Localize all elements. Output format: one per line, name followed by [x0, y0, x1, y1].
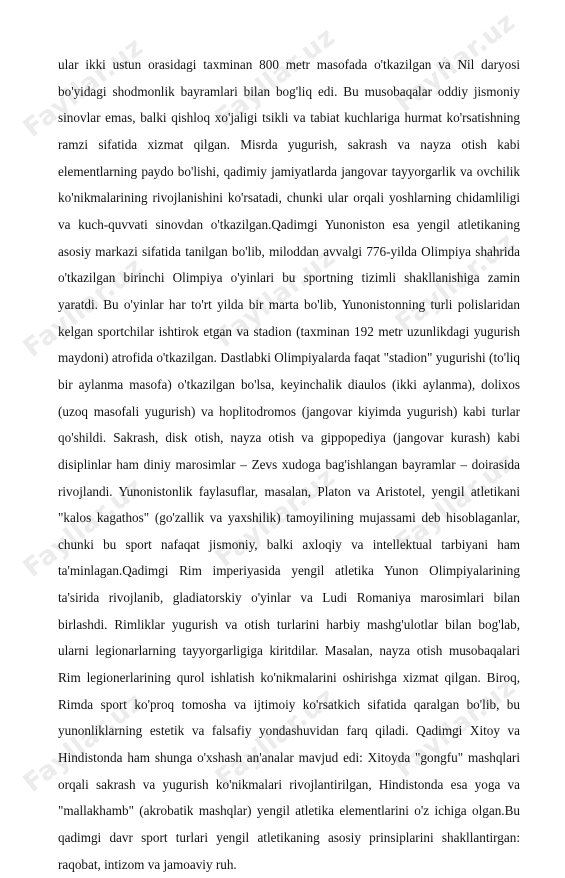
watermark: Fayllar.uz	[210, 461, 342, 574]
watermark: Fayllar.uz	[390, 446, 522, 559]
watermark: Fayllar.uz	[390, 671, 522, 784]
watermark: Fayllar.uz	[18, 471, 150, 584]
watermark: Fayllar.uz	[18, 251, 150, 364]
watermark: Fayllar.uz	[210, 681, 342, 794]
watermark: Fayllar.uz	[18, 31, 150, 144]
body-paragraph: ular ikki ustun orasidagi taxminan 800 metr masofada o'tkazilgan va Nil daryosi bo'yidagi shodmonlik bayramlari bilan bog'liq edi. Bu musobaqalar oddiy jismoniy sinovlar emas, balki qishloq xo'jaligi tsikli va tabiat kuchlariga hurmat ko'rsatishning ramzi sifatida xizmat qilgan. Misrda yugurish, sakrash va nayza otish kabi elementlarning paydo bo'lishi, qadimiy jamiyatlarda jangovar tayyorgarlik va ovchilik ko'nikmalarining rivojlanishini ko'rsatadi, chunki ular orqali yoshlarning chidamliligi va kuch-quvvati sinovdan o'tkazilgan.Qadimgi Yunoniston esa yengil atletikaning asosiy markazi sifatida tanilgan bo'lib, miloddan avvalgi 776-yilda Olimpiya shahrida o'tkazilgan birinchi Olimpiya o'yinlari bu sportning tizimli shakllanishiga zamin yaratdi. Bu o'yinlar har to'rt yilda bir marta bo'lib, Yunonistonning turli polislaridan kelgan sportchilar ishtirok etgan va stadion (taxminan 192 metr uzunlikdagi yugurish maydoni) atrofida o'tkazilgan. Dastlabki Olimpiyalarda faqat "stadion" yugurishi (to'liq bir aylanma masofa) o'tkazilgan bo'lsa, keyinchalik diaulos (ikki aylanma), dolixos (uzoq masofali yugurish) va hoplitodromos (jangovar kiyimda yugurish) kabi turlar qo'shildi. Sakrash, disk otish, nayza otish va gippopediya (jangovar kurash) kabi disiplinlar ham diniy marosimlar – Zevs xudoga bag'ishlangan bayramlar – doirasida rivojlandi. Yunonistonlik faylasuflar, masalan, Platon va Aristotel, yengil atletikani "kalos kagathos" (go'zallik va yaxshilik) tamoyilining mujassami deb hisoblaganlar, chunki bu sport nafaqat jismoniy, balki axloqiy va intellektual tarbiyani ham ta'minlagan.Qadimgi Rim imperiyasida yengil atletika Yunon Olimpiyalarining ta'sirida rivojlanib, gladiatorskiy o'yinlar va Ludi Romaniya marosimlari bilan birlashdi. Rimliklar yugurish va otish turlarini harbiy mashg'ulotlar bilan bog'lab, ularni legionarlarning tayyorgarligiga kiritdilar. Masalan, nayza otish musobaqalari Rim legionerlarining qurol ishlatish ko'nikmalarini oshirishga xizmat qilgan. Biroq, Rimda sport ko'proq tomosha va ijtimoiy ko'rsatkich sifatida qaralgan bo'lib, bu yunonliklarning estetik va falsafiy yondashuvidan farq qiladi. Qadimgi Xitoy va Hindistonda ham shunga o'xshash an'analar mavjud edi: Xitoyda "gongfu" mashqlari orqali sakrash va yugurish ko'nikmalari rivojlantirilgan, Hindistonda esa yoga va "mallakhamb" (akrobatik mashqlar) yengil atletika elementlarini o'z ichiga olgan.Bu qadimgi davr sport turlari yengil atletikaning asosiy prinsiplarini shakllantirgan: raqobat, intizom va jamoaviy ruh.	[58, 57, 520, 872]
watermark: Fayllar.uz	[210, 21, 342, 134]
watermark: Fayllar.uz	[18, 686, 150, 799]
watermark: Fayllar.uz	[390, 6, 522, 119]
watermark: Fayllar.uz	[210, 241, 342, 354]
watermark: Fayllar.uz	[390, 226, 522, 339]
